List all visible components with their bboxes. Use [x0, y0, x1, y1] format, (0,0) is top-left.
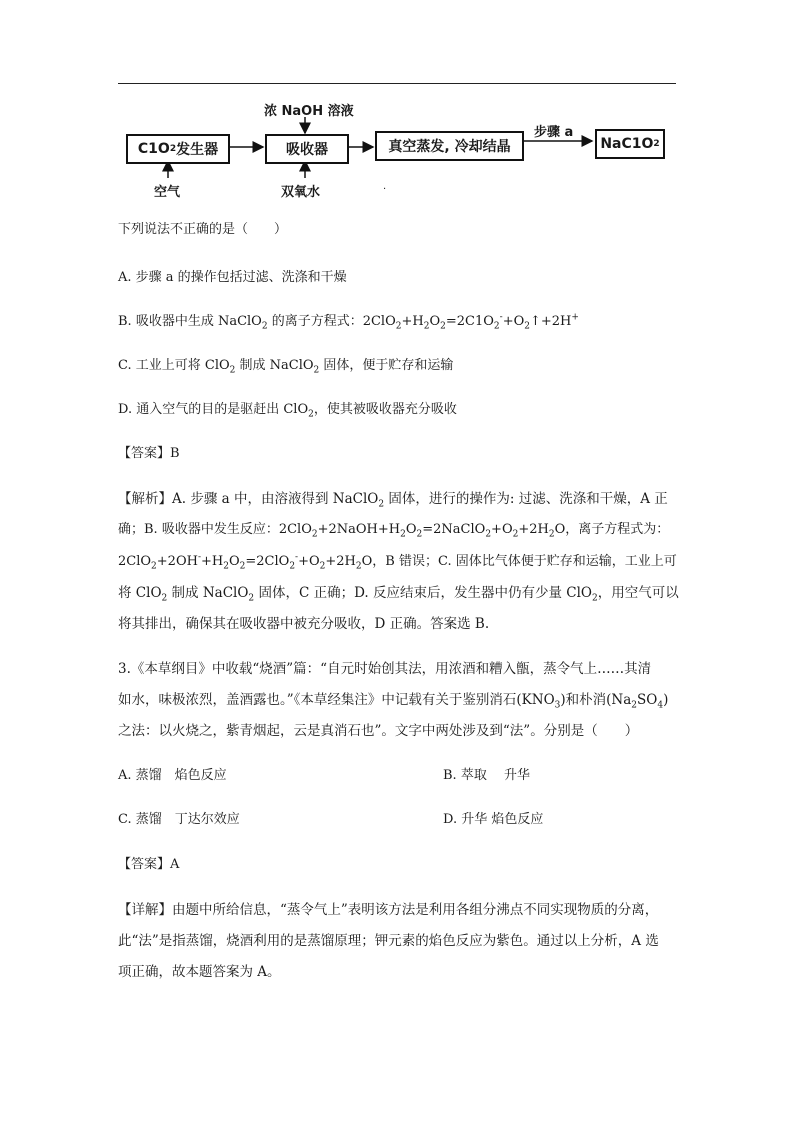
q2-option-b: B. 吸收器中生成 NaClO$_2$ 的离子方程式：$2ClO_2+H_2O_2=2C1O_2^-+O_2↑+2H^+$ — [118, 312, 579, 332]
q2-analysis-line-1: 【解析】A. 步骤 a 中，由溶液得到 NaClO$_2$ 固体，进行的操作为: 过滤、洗涤和干燥，A 正 — [118, 491, 668, 510]
q3-detail-line-2: 此“法”是指蒸馏，烧酒利用的是蒸馏原理；钾元素的焰色反应为紫色。通过以上分析，A 选 — [118, 933, 659, 949]
q2-stem: 下列说法不正确的是（ ） — [118, 222, 288, 237]
q2-option-a: A. 步骤 a 的操作包括过滤、洗涤和干燥 — [118, 270, 347, 285]
product-box: NaC1O 2 — [595, 129, 665, 159]
q2-option-d: D. 通入空气的目的是驱赶出 ClO$_2$，使其被吸收器充分吸收 — [118, 402, 457, 420]
generator-box: C1O 2 发生器 — [126, 134, 230, 164]
q2-analysis-line-2: 确；B. 吸收器中发生反应：$2ClO_2+2NaOH+H_2O_2=2NaClO_2+O_2+2H_2O$，离子方程式为： — [118, 522, 670, 540]
h2o2-label: 双氧水 — [281, 185, 321, 200]
q3-detail-line-1: 【详解】由题中所给信息，“蒸令气上”表明该方法是利用各组分沸点不同实现物质的分离， — [118, 902, 659, 918]
q3-answer: 【答案】A — [118, 857, 180, 872]
q2-analysis-line-5: 将其排出，确保其在吸收器中被充分吸收，D 正确。答案选 B. — [118, 616, 490, 632]
naoh-label: 浓 NaOH 溶液 — [264, 104, 354, 119]
q3-stem-line-2: 如水，味极浓烈，盖酒露也。”《本草经集注》中记载有关于鉴别消石$(KNO_3)$和朴消$(Na_2SO_4)$ — [118, 692, 669, 711]
step-a-label: 步骤 a — [534, 125, 574, 140]
q3-stem-line-1: 3.《本草纲目》中收载“烧酒”篇：“自元时始创其法，用浓酒和糟入甑，蒸令气上……其清 — [118, 661, 652, 677]
q3-option-c: C. 蒸馏 丁达尔效应 — [118, 812, 240, 827]
q3-stem-line-3: 之法：以火烧之，紫青烟起，云是真消石也”。文字中两处涉及到“法”。分别是（ ） — [118, 723, 639, 739]
flow-arrows — [0, 0, 794, 200]
q2-option-c: C. 工业上可将 ClO$_2$ 制成 NaClO$_2$ 固体，便于贮存和运输 — [118, 358, 454, 376]
q3-option-b: B. 萃取 升华 — [443, 768, 530, 783]
q2-answer: 【答案】B — [118, 446, 180, 461]
q2-analysis-line-4: 将 ClO$_2$ 制成 NaClO$_2$ 固体，C 正确；D. 反应结束后，发生器中仍有少量 ClO$_2$，用空气可以 — [118, 585, 679, 604]
evaporate-box: 真空蒸发, 冷却结晶 — [375, 131, 524, 161]
stray-dot: · — [383, 184, 387, 195]
air-label: 空气 — [154, 185, 181, 200]
q3-detail-line-3: 项正确，故本题答案为 A。 — [118, 964, 281, 980]
absorber-box: 吸收器 — [265, 134, 349, 164]
q3-option-a: A. 蒸馏 焰色反应 — [118, 768, 227, 783]
q2-analysis-line-3: $2ClO_2+2OH^-+H_2O_2=2ClO_2^-+O_2+2H_2O$，B 错误；C. 固体比气体便于贮存和运输，工业上可 — [118, 552, 677, 572]
q3-option-d: D. 升华 焰色反应 — [443, 812, 544, 827]
